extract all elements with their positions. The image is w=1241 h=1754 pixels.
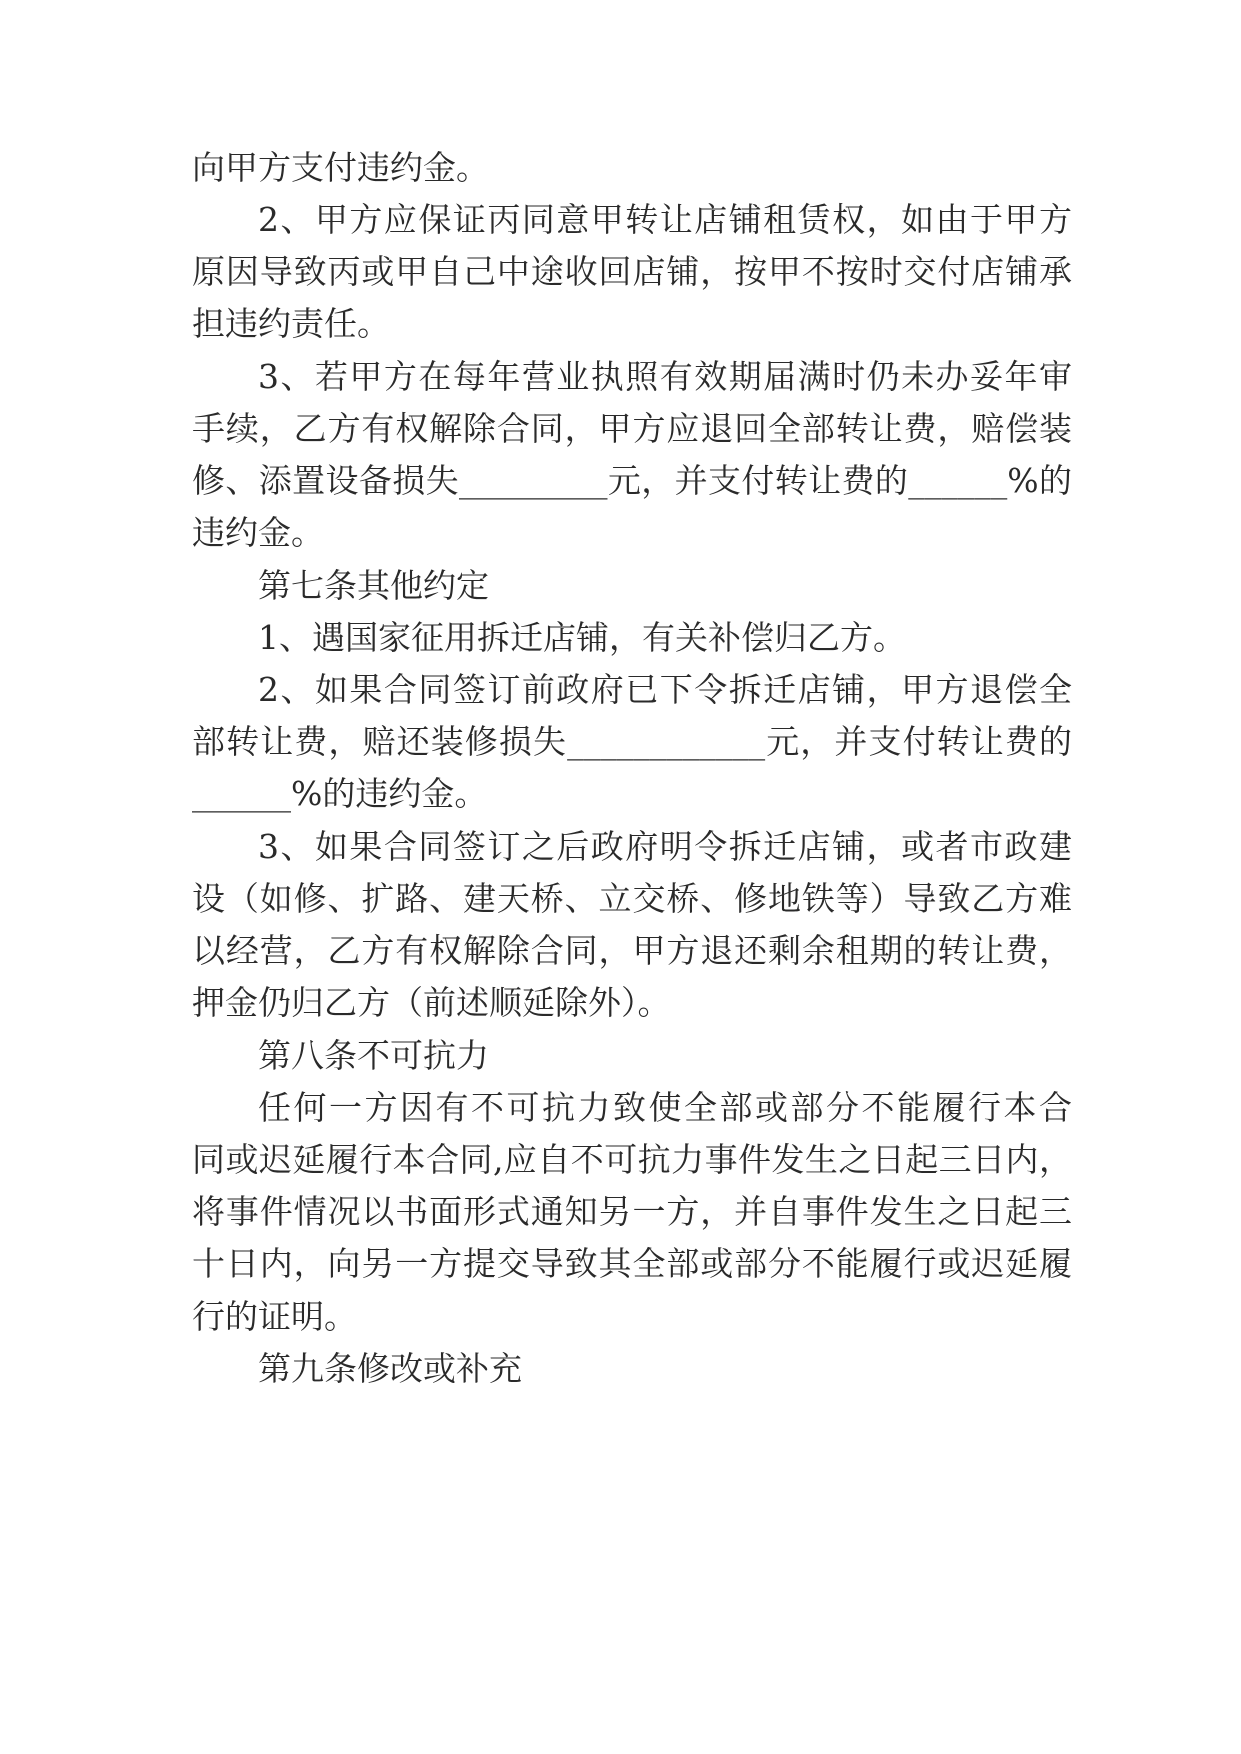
text-line: 担违约责任。 [192,304,390,343]
text-line: 部转让费，赔还装修损失____________元，并支付转让费的 [192,722,1072,761]
text-line: 十日内，向另一方提交导致其全部或部分不能履行或迟延履 [192,1244,1072,1283]
text-line: 2、如果合同签订前政府已下令拆迁店铺，甲方退偿全 [258,670,1072,709]
text-line: 3、如果合同签订之后政府明令拆迁店铺，或者市政建 [258,827,1072,866]
text-line: 以经营，乙方有权解除合同，甲方退还剩余租期的转让费， [192,931,1072,970]
text-line: 2、甲方应保证丙同意甲转让店铺租赁权，如由于甲方 [258,200,1072,239]
text-line: 行的证明。 [192,1297,357,1336]
text-line: 向甲方支付违约金。 [192,148,489,187]
section-heading: 第九条修改或补充 [258,1349,522,1388]
text-line: 1、遇国家征用拆迁店铺，有关补偿归乙方。 [258,618,906,657]
text-line: 原因导致丙或甲自己中途收回店铺，按甲不按时交付店铺承 [192,252,1072,291]
text-line: 违约金。 [192,513,324,552]
text-line: ______%的违约金。 [192,774,488,813]
text-line: 手续，乙方有权解除合同，甲方应退回全部转让费，赔偿装 [192,409,1072,448]
text-line: 同或迟延履行本合同,应自不可抗力事件发生之日起三日内， [192,1140,1072,1179]
text-line: 将事件情况以书面形式通知另一方，并自事件发生之日起三 [192,1192,1072,1231]
text-line: 任何一方因有不可抗力致使全部或部分不能履行本合 [258,1088,1072,1127]
text-line: 押金仍归乙方（前述顺延除外）。 [192,983,671,1022]
text-line: 修、添置设备损失_________元，并支付转让费的______%的 [192,461,1072,500]
text-line: 3、若甲方在每年营业执照有效期届满时仍未办妥年审 [258,357,1072,396]
section-heading: 第七条其他约定 [258,566,489,605]
section-heading: 第八条不可抗力 [258,1036,489,1075]
text-line: 设（如修、扩路、建天桥、立交桥、修地铁等）导致乙方难 [192,879,1072,918]
